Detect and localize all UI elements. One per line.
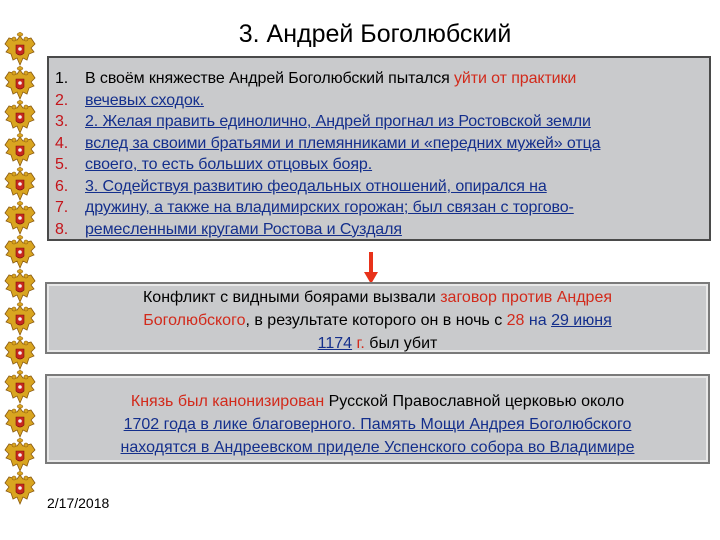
slide-date: 2/17/2018 — [47, 495, 110, 511]
list-text — [85, 176, 547, 198]
list-item — [55, 154, 709, 176]
double-headed-eagle-icon — [3, 370, 37, 406]
numbered-list — [55, 68, 709, 240]
list-number: 8. — [55, 220, 69, 238]
list-item — [55, 68, 709, 90]
box-line — [47, 436, 708, 459]
list-text — [85, 111, 591, 133]
list-number: 2. — [55, 91, 69, 109]
double-headed-eagle-icon — [3, 336, 37, 372]
box-line — [47, 309, 708, 332]
box-line — [47, 413, 708, 436]
double-headed-eagle-icon — [3, 100, 37, 136]
list-number: 3. — [55, 113, 69, 130]
list-text — [85, 133, 600, 155]
double-headed-eagle-icon — [3, 404, 37, 440]
list-number: 4. — [55, 134, 69, 152]
page-title: 3. Андрей Боголюбский — [238, 20, 512, 48]
text-segment: вечевых сходок. — [85, 91, 204, 109]
list-item — [55, 176, 709, 198]
text-segment: находятся в Андреевском приделе Успенского собора во Владимире — [120, 439, 635, 456]
double-headed-eagle-icon — [3, 66, 37, 102]
double-headed-eagle-icon — [3, 201, 37, 237]
double-headed-eagle-icon — [3, 167, 37, 203]
list-text — [85, 68, 576, 90]
emblem-strip — [0, 32, 40, 502]
list-item — [55, 133, 709, 155]
text-segment: В своём княжестве Андрей Боголюбский пытался — [85, 70, 455, 87]
text-segment: 2. Желая править единолично, Андрей прогнал из Ростовской земли — [85, 113, 591, 130]
text-segment: Князь был канонизирован — [130, 393, 325, 410]
text-segment: своего, то есть больших отцовых бояр. — [85, 156, 373, 173]
double-headed-eagle-icon — [3, 235, 37, 271]
double-headed-eagle-icon — [3, 32, 37, 68]
main-text-box — [47, 56, 711, 241]
canonization-box — [45, 374, 710, 464]
text-segment: 1174 — [317, 335, 353, 352]
list-item — [55, 90, 709, 112]
text-segment: ремесленными кругами Ростова и Суздаля — [85, 220, 402, 238]
text-segment: дружину, а также на владимирских горожан; был связан с торгово- — [85, 199, 574, 216]
text-segment: , в результате которого он в ночь с — [245, 312, 507, 329]
double-headed-eagle-icon — [3, 438, 37, 474]
list-number: 1. — [55, 70, 69, 87]
list-text — [85, 154, 372, 176]
double-headed-eagle-icon — [3, 302, 37, 338]
list-number: 6. — [55, 177, 69, 195]
down-arrow-icon — [364, 252, 378, 284]
text-segment: 28 — [506, 312, 525, 329]
double-headed-eagle-icon — [3, 269, 37, 305]
box-line — [47, 332, 708, 355]
list-text — [85, 219, 402, 241]
conspiracy-box — [45, 282, 710, 354]
double-headed-eagle-icon — [3, 471, 37, 507]
text-segment: 29 июня — [551, 312, 612, 329]
text-segment: Русской Православной церковью около — [324, 393, 625, 410]
text-segment: 3. Содействуя развитию феодальных отношений, опирался на — [85, 177, 547, 195]
box-line — [47, 286, 708, 309]
text-segment: Конфликт с видными боярами вызвали — [142, 289, 441, 306]
list-number: 7. — [55, 199, 69, 216]
text-segment: вслед за своими братьями и племянниками и «передних мужей» отца — [85, 134, 601, 152]
list-text — [85, 90, 204, 112]
text-segment: был убит — [364, 335, 438, 352]
list-text — [85, 197, 574, 219]
list-item — [55, 219, 709, 241]
list-item — [55, 197, 709, 219]
text-segment: уйти от практики — [454, 70, 577, 87]
box-line — [47, 390, 708, 413]
text-segment: г. — [352, 335, 365, 352]
list-number: 5. — [55, 156, 69, 173]
text-segment: Боголюбского — [143, 312, 246, 329]
list-item — [55, 111, 709, 133]
text-segment: заговор против Андрея — [440, 289, 613, 306]
double-headed-eagle-icon — [3, 133, 37, 169]
text-segment: 1702 года в лике благоверного. Память Мощи Андрея Боголюбского — [123, 416, 632, 433]
text-segment: на — [524, 312, 552, 329]
